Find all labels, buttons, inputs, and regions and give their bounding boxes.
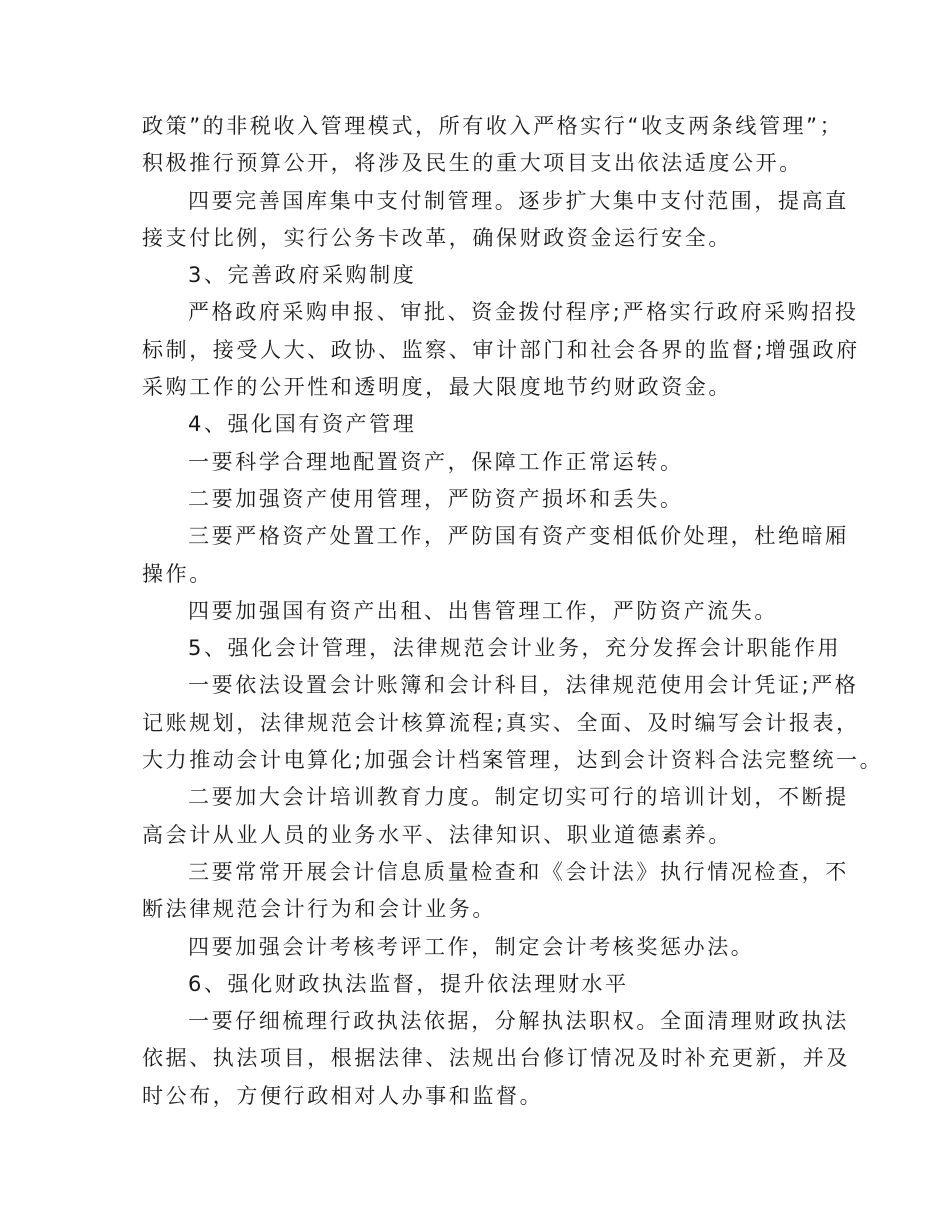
text-line: 操作。 xyxy=(142,561,213,586)
paragraph-start-line: 二要加强资产使用管理，严防资产损坏和丢失。 xyxy=(188,486,684,511)
text-line: 政策”的非税收入管理模式，所有收入严格实行“收支两条线管理”； xyxy=(142,114,844,138)
text-line: 接支付比例，实行公务卡改革，确保财政资金运行安全。 xyxy=(142,225,732,250)
paragraph-start-line: 三要严格资产处置工作，严防国有资产变相低价处理，杜绝暗厢 xyxy=(188,524,849,549)
text-line: 时公布，方便行政相对人办事和监督。 xyxy=(142,1083,544,1108)
section-heading: 4、强化国有资产管理 xyxy=(188,412,417,437)
section-heading: 5、强化会计管理，法律规范会计业务，充分发挥会计职能作用 xyxy=(188,636,842,661)
document-body xyxy=(142,108,884,1115)
paragraph-start-line: 四要完善国库集中支付制管理。逐步扩大集中支付范围，提高直 xyxy=(188,188,849,213)
paragraph-start-line: 严格政府采购申报、审批、资金拨付程序;严格实行政府采购招投 xyxy=(188,300,859,325)
text-line: 大力推动会计电算化;加强会计档案管理，达到会计资料合法完整统一。 xyxy=(142,748,884,773)
text-line: 积极推行预算公开，将涉及民生的重大项目支出依法适度公开。 xyxy=(142,151,803,176)
paragraph-start-line: 一要仔细梳理行政执法依据，分解执法职权。全面清理财政执法 xyxy=(188,1009,849,1034)
text-line: 记账规划，法律规范会计核算流程;真实、全面、及时编写会计报表， xyxy=(142,710,860,735)
paragraph-start-line: 一要依法设置会计账簿和会计科目，法律规范使用会计凭证;严格 xyxy=(188,673,859,698)
paragraph-start-line: 四要加强会计考核考评工作，制定会计考核奖惩办法。 xyxy=(188,934,755,959)
text-line: 依据、执法项目，根据法律、法规出台修订情况及时补充更新，并及 xyxy=(142,1046,850,1071)
paragraph-start-line: 二要加大会计培训教育力度。制定切实可行的培训计划，不断提 xyxy=(188,785,849,810)
text-line: 标制，接受人大、政协、监察、审计部门和社会各界的监督;增强政府 xyxy=(142,337,860,362)
section-heading: 3、完善政府采购制度 xyxy=(188,263,417,288)
section-heading: 6、强化财政执法监督，提升依法理财水平 xyxy=(188,971,629,996)
text-line: 采购工作的公开性和透明度，最大限度地节约财政资金。 xyxy=(142,375,732,400)
paragraph-start-line: 一要科学合理地配置资产，保障工作正常运转。 xyxy=(188,449,684,474)
paragraph-start-line: 四要加强国有资产出租、出售管理工作，严防资产流失。 xyxy=(188,598,778,623)
paragraph-start-line: 三要常常开展会计信息质量检查和《会计法》执行情况检查，不 xyxy=(188,859,849,884)
text-line: 断法律规范会计行为和会计业务。 xyxy=(142,897,496,922)
text-line: 高会计从业人员的业务水平、法律知识、职业道德素养。 xyxy=(142,822,732,847)
